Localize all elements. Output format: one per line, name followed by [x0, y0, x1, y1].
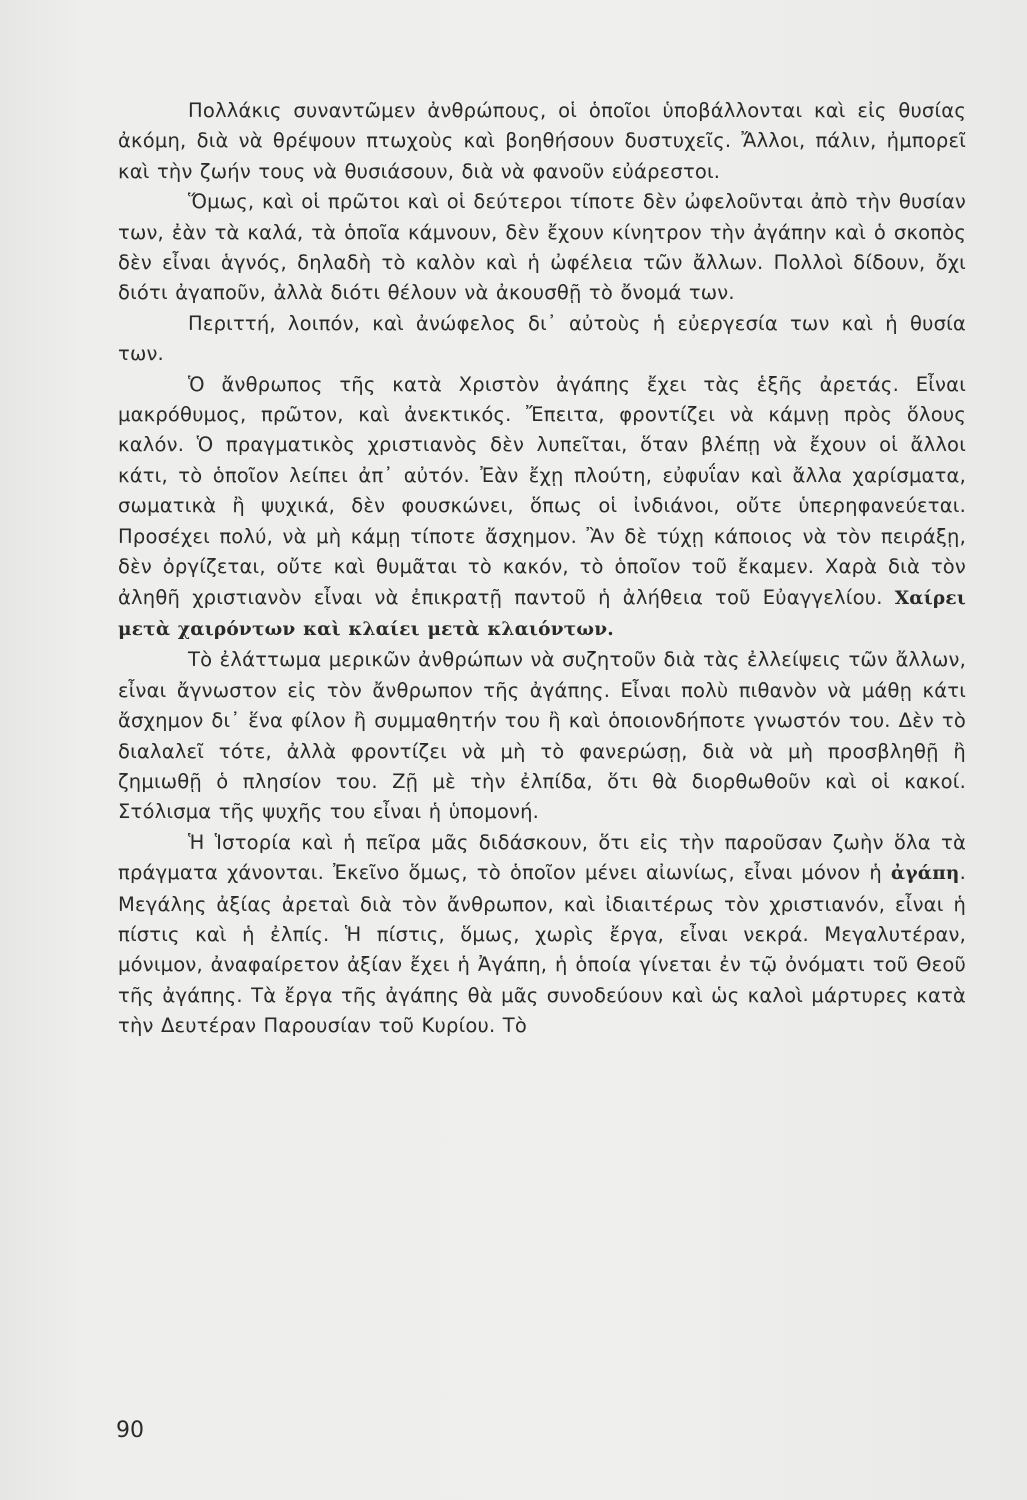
paragraph-text: Τὸ ἐλάττωμα μερικῶν ἀνθρώπων νὰ συζητοῦν διὰ τὰς ἐλλείψεις τῶν ἄλλων, εἶναι ἄγνωστον εἰς τὸν ἄνθρωπον τῆς ἀγάπης. Εἶναι πολὺ πιθανὸν νὰ μάθῃ κάτι ἄσχημον δι᾽ ἕνα φίλον ἢ συμμαθητήν του ἢ καὶ ὁποιονδήποτε γνωστόν του. Δὲν τὸ διαλαλεῖ τότε, ἀλλὰ φροντίζει νὰ μὴ τὸ φανερώσῃ, διὰ νὰ μὴ προσβληθῇ ἢ ζημιωθῇ ὁ πλησίον του. Ζῇ μὲ τὴν ἐλπίδα, ὅτι θὰ διορθωθοῦν καὶ οἱ κακοί. Στόλισμα τῆς ψυχῆς του εἶναι ἡ ὑπομονή. — [118, 648, 966, 824]
paragraph-6 — [118, 828, 966, 1042]
paragraph-4 — [118, 370, 966, 646]
paragraph-text: . Μεγάλης ἀξίας ἀρεταὶ διὰ τὸν ἄνθρωπον, καὶ ἰδιαιτέρως τὸν χριστιανόν, εἶναι ἡ πίστις καὶ ἡ ἐλπίς. Ἡ πίστις, ὅμως, χωρὶς ἔργα, εἶναι νεκρά. Μεγαλυτέραν, μόνιμον, ἀναφαίρετον ἀξίαν ἔχει ἡ Ἀγάπη, ἡ ὁποία γίνεται ἐν τῷ ὀνόματι τοῦ Θεοῦ τῆς ἀγάπης. Τὰ ἔργα τῆς ἀγάπης θὰ μᾶς συνοδεύουν καὶ ὡς καλοὶ μάρτυρες κατὰ τὴν Δευτέραν Παρουσίαν τοῦ Κυρίου. Τὸ — [118, 861, 966, 1038]
paragraph-3 — [118, 309, 966, 370]
paragraph-5 — [118, 645, 966, 827]
paragraph-text: Ἡ Ἱστορία καὶ ἡ πεῖρα μᾶς διδάσκουν, ὅτι εἰς τὴν παροῦσαν ζωὴν ὅλα τὰ πράγματα χάνονται. Ἐκεῖνο ὅμως, τὸ ὁποῖον μένει αἰωνίως, εἶναι μόνον ἡ — [118, 830, 966, 885]
page-number: 90 — [116, 1418, 144, 1443]
body-text — [118, 96, 966, 1042]
paragraph-1 — [118, 96, 966, 187]
bold-quote: Χαίρει μετὰ χαιρόντων καὶ κλαίει μετὰ κλαιόντων. — [118, 587, 966, 640]
paragraph-text: Πολλάκις συναντῶμεν ἀνθρώπους, οἱ ὁποῖοι ὑποβάλλονται καὶ εἰς θυσίας ἀκόμη, διὰ νὰ θρέψουν πτωχοὺς καὶ βοηθήσουν δυστυχεῖς. Ἄλλοι, πάλιν, ἠμπορεῖ καὶ τὴν ζωήν τους νὰ θυσιάσουν, διὰ νὰ φανοῦν εὐάρεστοι. — [118, 99, 966, 183]
paragraph-text: Ὅμως, καὶ οἱ πρῶτοι καὶ οἱ δεύτεροι τίποτε δὲν ὠφελοῦνται ἀπὸ τὴν θυσίαν των, ἐὰν τὰ καλά, τὰ ὁποῖα κάμνουν, δὲν ἔχουν κίνητρον τὴν ἀγάπην καὶ ὁ σκοπὸς δὲν εἶναι ἁγνός, δηλαδὴ τὸ καλὸν καὶ ἡ ὠφέλεια τῶν ἄλλων. Πολλοὶ δίδουν, ὄχι διότι ἀγαποῦν, ἀλλὰ διότι θέλουν νὰ ἀκουσθῇ τὸ ὄνομά των. — [118, 190, 966, 305]
paragraph-text: Περιττή, λοιπόν, καὶ ἀνώφελος δι᾽ αὐτοὺς ἡ εὐεργεσία των καὶ ἡ θυσία των. — [118, 311, 966, 366]
paragraph-text: Ὁ ἄνθρωπος τῆς κατὰ Χριστὸν ἀγάπης ἔχει τὰς ἑξῆς ἀρετάς. Εἶναι μακρόθυμος, πρῶτον, καὶ ἀνεκτικός. Ἔπειτα, φροντίζει νὰ κάμνῃ πρὸς ὅλους καλόν. Ὁ πραγματικὸς χριστιανὸς δὲν λυπεῖται, ὅταν βλέπῃ νὰ ἔχουν οἱ ἄλλοι κάτι, τὸ ὁποῖον λείπει ἀπ᾽ αὐτόν. Ἐὰν ἔχῃ πλούτη, εὐφυΐαν καὶ ἄλλα χαρίσματα, σωματικὰ ἢ ψυχικά, δὲν φουσκώνει, ὅπως οἱ ἰνδιάνοι, οὔτε ὑπερηφανεύεται. Προσέχει πολύ, νὰ μὴ κάμῃ τίποτε ἄσχημον. Ἂν δὲ τύχῃ κάποιος νὰ τὸν πειράξῃ, δὲν ὀργίζεται, οὔτε καὶ θυμᾶται τὸ κακόν, τὸ ὁποῖον τοῦ ἔκαμεν. Χαρὰ διὰ τὸν ἀληθῆ χριστιανὸν εἶναι νὰ ἐπικρατῇ παντοῦ ἡ ἀλήθεια τοῦ Εὐαγγελίου. — [118, 372, 966, 609]
paragraph-2 — [118, 187, 966, 309]
bold-word: ἀγάπη — [890, 863, 960, 885]
